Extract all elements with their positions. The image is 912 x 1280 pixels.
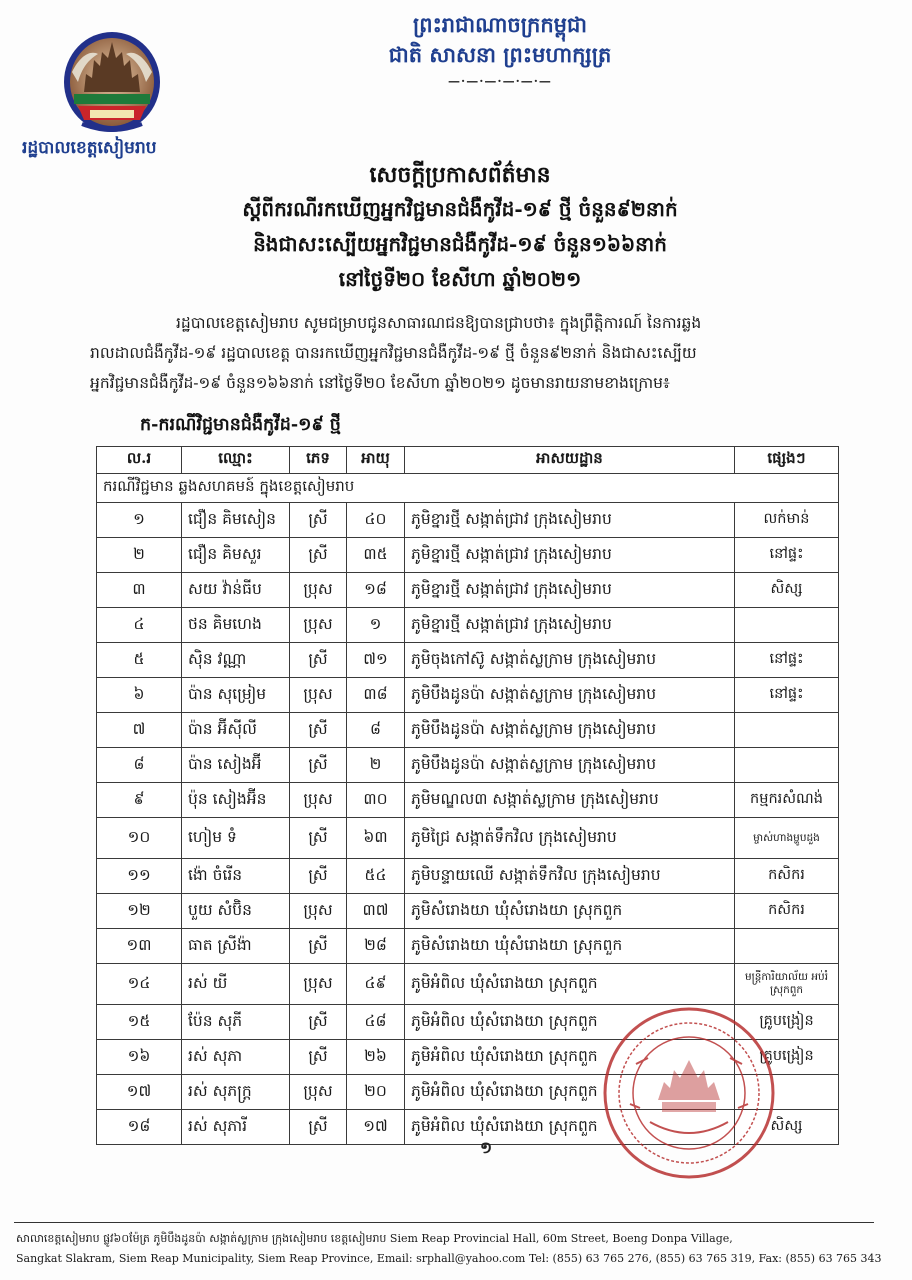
table-row [97, 818, 839, 859]
cell-age: ៣៨ [347, 678, 405, 713]
royal-motto [300, 10, 700, 88]
cell-sex: ប្រុស [290, 573, 347, 608]
cell-sex: ស្រី [290, 538, 347, 573]
cell-address: ភូមិសំរោងយា ឃុំសំរោងយា ស្រុកពួក [405, 894, 735, 929]
cell-other [735, 608, 839, 643]
cell-no: ៧ [97, 713, 182, 748]
cell-other: នៅផ្ទះ [735, 538, 839, 573]
cell-sex: ប្រុស [290, 1075, 347, 1110]
table-row [97, 1075, 839, 1110]
cell-age: ៤៨ [347, 1005, 405, 1040]
cell-name: ប៉ាន អ៊ីស៊ីលី [182, 713, 290, 748]
cell-address: ភូមិបឹងដូនប៉ា សង្កាត់ស្លក្រាម ក្រុងសៀមរាប [405, 678, 735, 713]
cell-address: ភូមិខ្នារថ្មី សង្កាត់ជ្រាវ ក្រុងសៀមរាប [405, 538, 735, 573]
cell-no: ១២ [97, 894, 182, 929]
cell-other: កសិករ [735, 859, 839, 894]
cell-name: រស់ យី [182, 964, 290, 1005]
logo-caption: រដ្ឋបាលខេត្តសៀមរាប [22, 138, 157, 158]
cell-age: ២៨ [347, 929, 405, 964]
notice-subtitle-1: ស្តីពីករណីរកឃើញអ្នកវិជ្ជមានជំងឺកូវីដ-១៩ ថ្មី ចំនួន៩២នាក់ [242, 197, 678, 221]
cell-other [735, 748, 839, 783]
table-row [97, 678, 839, 713]
table-body [97, 474, 839, 1145]
cell-name: ប៉ាន សុម្រៀម [182, 678, 290, 713]
cell-other: នៅផ្ទះ [735, 643, 839, 678]
cell-name: រស់ សុភក្រ្ត [182, 1075, 290, 1110]
cell-other [735, 1075, 839, 1110]
cell-other: សិស្ស [735, 1110, 839, 1145]
notice-subtitle-3: នៅថ្ងៃទី២០ ខែសីហា ឆ្នាំ២០២១ [338, 267, 582, 291]
header-address: អាសយដ្ឋាន [405, 447, 735, 474]
cell-name: ប៉ែន សុភី [182, 1005, 290, 1040]
cell-name: ប៉ុន សៀងអ៊ីន [182, 783, 290, 818]
cell-name: ប៉ាន សៀងអ៊ី [182, 748, 290, 783]
header-other: ផ្សេងៗ [735, 447, 839, 474]
table-row [97, 643, 839, 678]
page-number: ១ [479, 1138, 493, 1157]
cell-no: ៦ [97, 678, 182, 713]
table-row [97, 748, 839, 783]
cell-name: រស់ សុភារី [182, 1110, 290, 1145]
cell-sex: ស្រី [290, 713, 347, 748]
cell-other: មន្ត្រីការិយាល័យ អប់រំស្រុកពួក [735, 964, 839, 1005]
section-heading: ក-ករណីវិជ្ជមានជំងឺកូវីដ-១៩ ថ្មី [140, 415, 341, 435]
cell-sex: ស្រី [290, 1110, 347, 1145]
cell-address: ភូមិចុងកៅស៊ូ សង្កាត់ស្លក្រាម ក្រុងសៀមរាប [405, 643, 735, 678]
cell-sex: ប្រុស [290, 894, 347, 929]
cell-name: ថន គិមហេង [182, 608, 290, 643]
cell-no: ៥ [97, 643, 182, 678]
cell-age: ២៦ [347, 1040, 405, 1075]
cell-sex: ស្រី [290, 1005, 347, 1040]
cell-age: ៦៣ [347, 818, 405, 859]
cell-sex: ស្រី [290, 748, 347, 783]
table-row [97, 1005, 839, 1040]
cell-no: ១៨ [97, 1110, 182, 1145]
cell-address: ភូមិបន្ទាយឈើ សង្កាត់ទឹកវិល ក្រុងសៀមរាប [405, 859, 735, 894]
cell-sex: ស្រី [290, 503, 347, 538]
cell-address: ភូមិមណ្ឌល៣ សង្កាត់ស្លក្រាម ក្រុងសៀមរាប [405, 783, 735, 818]
cell-name: ស៊ិន វណ្ណា [182, 643, 290, 678]
cell-no: ១០ [97, 818, 182, 859]
motto-line-2: ជាតិ សាសនា ព្រះមហាក្សត្រ [388, 42, 612, 67]
table-row [97, 964, 839, 1005]
cell-no: ៨ [97, 748, 182, 783]
cases-table [96, 446, 839, 1145]
notice-title: សេចក្តីប្រកាសព័ត៌មាន [369, 162, 551, 188]
footer-line-1: សាលាខេត្តសៀមរាប ផ្លូវ៦០ម៉ែត្រ ភូមិបឹងដូនប៉ា សង្កាត់ស្លក្រាម ក្រុងសៀមរាប ខេត្តសៀមរាប Siem Reap Provincial Hall, 60m Street, Boeng Donpa Village, [16, 1232, 733, 1245]
cell-age: ៧១ [347, 643, 405, 678]
cell-sex: ប្រុស [290, 678, 347, 713]
intro-paragraph [90, 308, 840, 398]
motto-line-1: ព្រះរាជាណាចក្រកម្ពុជា [412, 12, 587, 37]
cell-other: នៅផ្ទះ [735, 678, 839, 713]
table-row [97, 929, 839, 964]
cell-age: ៣៥ [347, 538, 405, 573]
table-row [97, 859, 839, 894]
cell-sex: ស្រី [290, 643, 347, 678]
cell-sex: ប្រុស [290, 608, 347, 643]
cell-no: ២ [97, 538, 182, 573]
cell-address: ភូមិបឹងដូនប៉ា សង្កាត់ស្លក្រាម ក្រុងសៀមរាប [405, 748, 735, 783]
cell-no: ១៥ [97, 1005, 182, 1040]
footer-address [16, 1229, 896, 1269]
cell-sex: ប្រុស [290, 783, 347, 818]
cell-age: ២០ [347, 1075, 405, 1110]
cell-other: ម្ចាស់ហាងម្ហូបដួង [735, 818, 839, 859]
cell-address: ភូមិអំពិល ឃុំសំរោងយា ស្រុកពួក [405, 1005, 735, 1040]
cell-name: ធាត ស្រីង៉ា [182, 929, 290, 964]
table-row [97, 573, 839, 608]
table-row [97, 783, 839, 818]
cell-other [735, 713, 839, 748]
cell-address: ភូមិសំរោងយា ឃុំសំរោងយា ស្រុកពួក [405, 929, 735, 964]
cell-other: គ្រូបង្រៀន [735, 1005, 839, 1040]
cell-age: ៥៤ [347, 859, 405, 894]
cell-other: គ្រូបង្រៀន [735, 1040, 839, 1075]
footer-divider [14, 1222, 874, 1223]
intro-line-3: អ្នកវិជ្ជមានជំងឺកូវីដ-១៩ ចំនួន១៦៦នាក់ នៅថ្ងៃទី២០ ខែសីហា ឆ្នាំ២០២១ ដូចមានរាយនាមខាងក្រោម៖ [90, 374, 670, 392]
provincial-logo [60, 28, 164, 136]
cell-no: ៤ [97, 608, 182, 643]
cell-age: ១៧ [347, 1110, 405, 1145]
cell-age: ៣០ [347, 783, 405, 818]
header-no: ល.រ [97, 447, 182, 474]
table-header-row [97, 447, 839, 474]
cell-sex: ស្រី [290, 818, 347, 859]
cell-name: រស់ សុភា [182, 1040, 290, 1075]
cell-no: ១៣ [97, 929, 182, 964]
cell-name: ជឿន គិមសួរ [182, 538, 290, 573]
cell-address: ភូមិអំពិល ឃុំសំរោងយា ស្រុកពួក [405, 1075, 735, 1110]
cell-name: ហៀម ទំ [182, 818, 290, 859]
table-row [97, 538, 839, 573]
cell-other: លក់មាន់ [735, 503, 839, 538]
cell-address: ភូមិជ្រៃ សង្កាត់ទឹកវិល ក្រុងសៀមរាប [405, 818, 735, 859]
cell-other: កម្មករសំណង់ [735, 783, 839, 818]
cell-address: ភូមិអំពិល ឃុំសំរោងយា ស្រុកពួក [405, 964, 735, 1005]
cell-no: ១ [97, 503, 182, 538]
cell-age: ៤៩ [347, 964, 405, 1005]
cell-no: ៩ [97, 783, 182, 818]
header-age: អាយុ [347, 447, 405, 474]
cell-age: ២ [347, 748, 405, 783]
cell-address: ភូមិបឹងដូនប៉ា សង្កាត់ស្លក្រាម ក្រុងសៀមរាប [405, 713, 735, 748]
cell-age: ៨ [347, 713, 405, 748]
table-row [97, 1040, 839, 1075]
cell-age: ៣៧ [347, 894, 405, 929]
cell-name: ជឿន គិមសៀន [182, 503, 290, 538]
table-row [97, 503, 839, 538]
footer-line-2: Sangkat Slakram, Siem Reap Municipality, Siem Reap Province, Email: srphall@yahoo.com Tel: (855) 63 765 276, (855) 63 765 319, Fax: (855) 63 765 343 [16, 1252, 882, 1265]
table-row [97, 608, 839, 643]
cell-no: ១៧ [97, 1075, 182, 1110]
cell-no: ១៤ [97, 964, 182, 1005]
table-row [97, 713, 839, 748]
banner-cell: ករណីវិជ្ជមាន ឆ្លងសហគមន៍ ក្នុងខេត្តសៀមរាប [97, 474, 839, 503]
cell-other: កសិករ [735, 894, 839, 929]
cell-address: ភូមិខ្នារថ្មី សង្កាត់ជ្រាវ ក្រុងសៀមរាប [405, 503, 735, 538]
cell-sex: ស្រី [290, 859, 347, 894]
cell-address: ភូមិអំពិល ឃុំសំរោងយា ស្រុកពួក [405, 1040, 735, 1075]
cell-name: សយ វ៉ាន់ធីប [182, 573, 290, 608]
table-banner-row [97, 474, 839, 503]
intro-line-1: រដ្ឋបាលខេត្តសៀមរាប សូមជម្រាបជូនសាធារណជនឱ្យបានជ្រាបថា៖ ក្នុងព្រឹត្តិការណ៍ នៃការឆ្លង [176, 314, 702, 332]
cell-age: ១ [347, 608, 405, 643]
notice-title-block [140, 158, 780, 297]
cell-no: ៣ [97, 573, 182, 608]
cell-no: ១៦ [97, 1040, 182, 1075]
intro-line-2: រាលដាលជំងឺកូវីដ-១៩ រដ្ឋបាលខេត្ត បានរកឃើញអ្នកវិជ្ជមានជំងឺកូវីដ-១៩ ថ្មី ចំនួន៩២នាក់ និងជាសះស្បើយ [90, 344, 697, 362]
motto-ornament: —·—·—·—·—·— [448, 74, 552, 88]
cell-age: ១៨ [347, 573, 405, 608]
cell-sex: ប្រុស [290, 964, 347, 1005]
cell-other: សិស្ស [735, 573, 839, 608]
cell-address: ភូមិខ្នារថ្មី សង្កាត់ជ្រាវ ក្រុងសៀមរាប [405, 608, 735, 643]
notice-subtitle-2: និងជាសះស្បើយអ្នកវិជ្ជមានជំងឺកូវីដ-១៩ ចំនួន១៦៦នាក់ [253, 232, 667, 256]
cell-other [735, 929, 839, 964]
cell-sex: ស្រី [290, 1040, 347, 1075]
header-sex: ភេទ [290, 447, 347, 474]
table-row [97, 894, 839, 929]
cell-address: ភូមិអំពិល ឃុំសំរោងយា ស្រុកពួក [405, 1110, 735, 1145]
cell-no: ១១ [97, 859, 182, 894]
cell-name: បួយ សំប៊ិន [182, 894, 290, 929]
cell-sex: ស្រី [290, 929, 347, 964]
header-name: ឈ្មោះ [182, 447, 290, 474]
cell-address: ភូមិខ្នារថ្មី សង្កាត់ជ្រាវ ក្រុងសៀមរាប [405, 573, 735, 608]
cell-age: ៤០ [347, 503, 405, 538]
cell-name: ង៉ោ ចំរើន [182, 859, 290, 894]
